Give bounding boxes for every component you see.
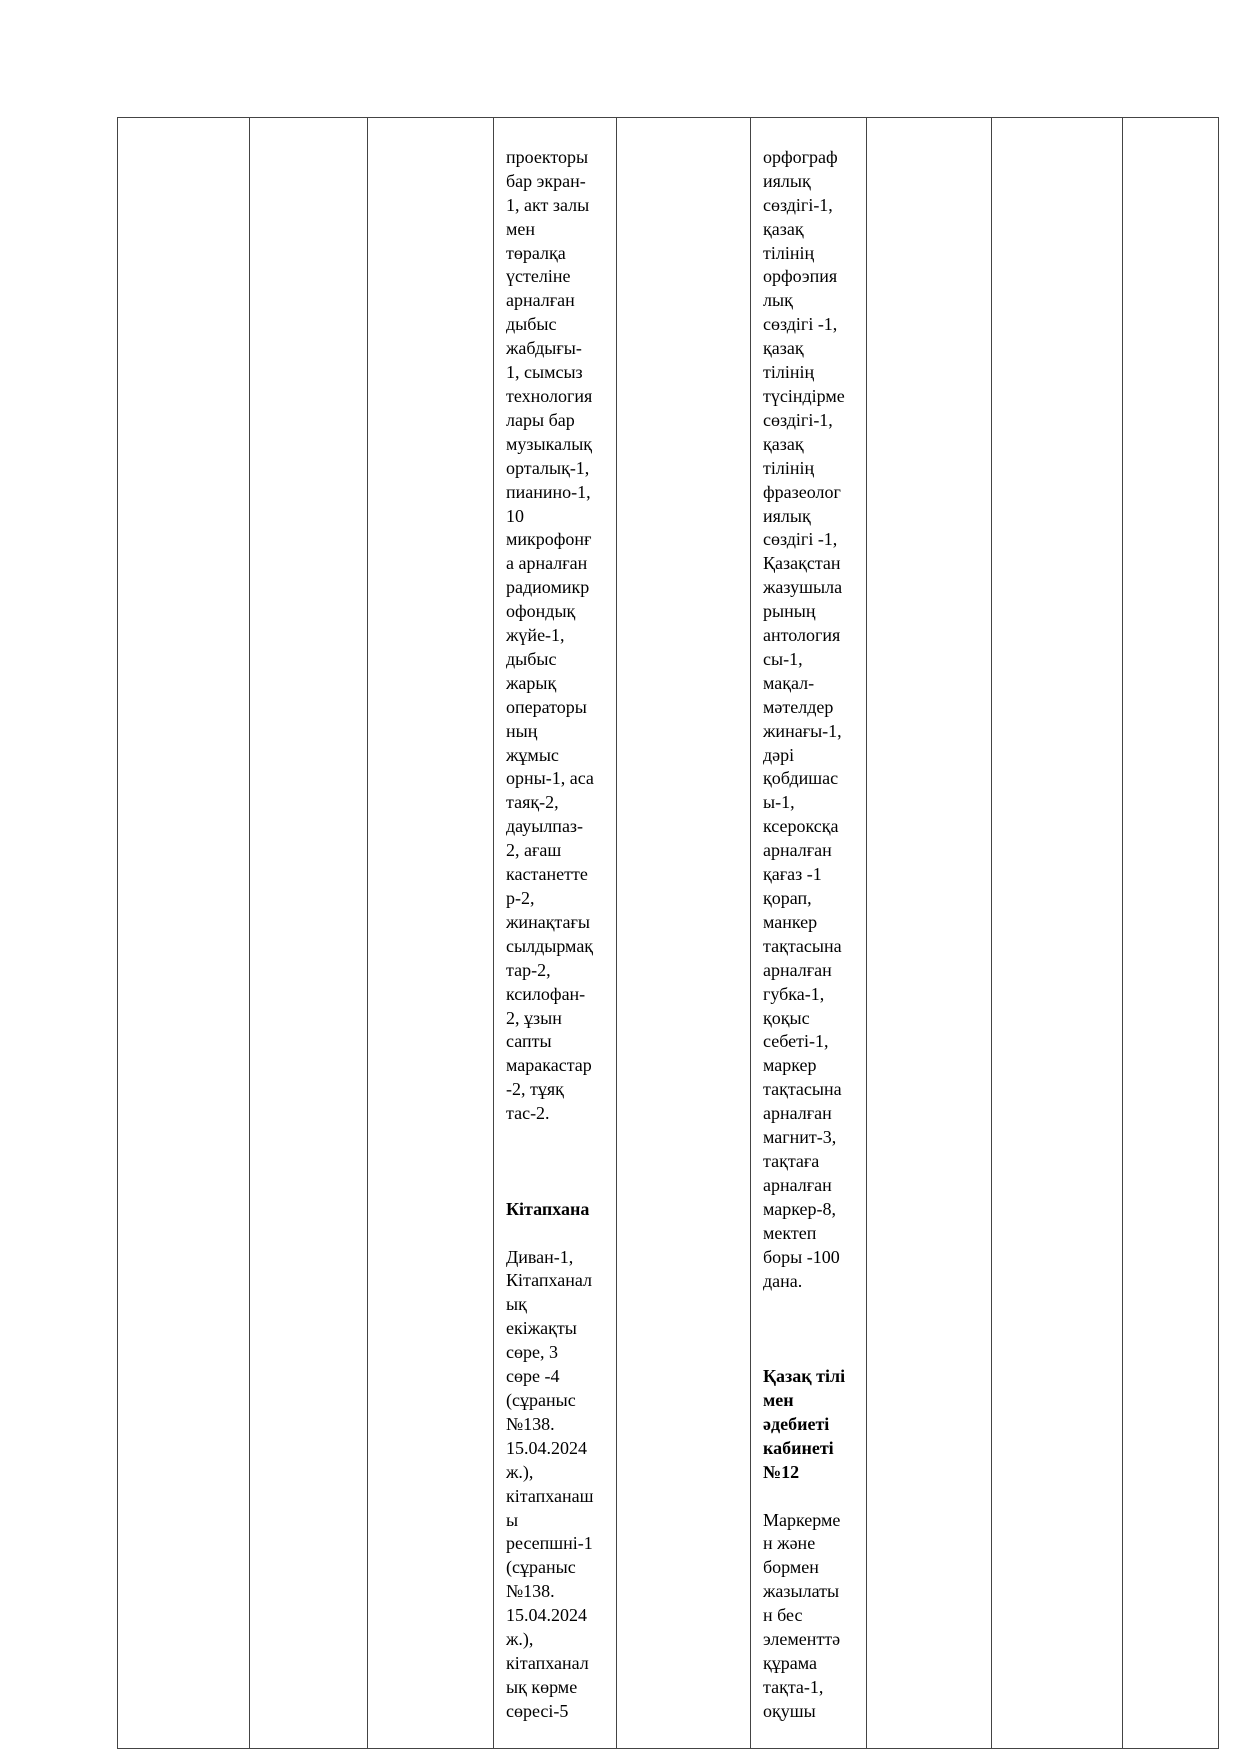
col4-library-text: Диван-1, Кітапханал ық екіжақты сөре, 3 сөре -4 (сұраныс №138. 15.04.2024 ж.), кітапханаш ы ресепшні-1 (сұраныс №138. 15.04.2024 ж.), кітапханал ық көрме сөресі-5 <box>506 1246 594 1721</box>
table-row <box>118 118 1219 1749</box>
table-cell-col7 <box>867 118 992 1749</box>
col4-equipment-text: проекторы бар экран- 1, акт залы мен төралқа үстеліне арналған дыбыс жабдығы- 1, сымсыз технология лары бар музыкалық орталық-1, пианино-1, 10 микрофонғ а арналған радиомикр офондық жүйе-1, дыбыс жарық операторы ның жұмыс орны-1, аса таяқ-2, дауылпаз- 2, ағаш кастанетте р-2, жинақтағы сылдырмақ тар-2, ксилофан- 2, ұзын сапты маракастар -2, тұяқ тас-2. <box>506 146 594 1124</box>
table-cell-col4 <box>494 118 617 1749</box>
table-cell-col5 <box>617 118 751 1749</box>
table-cell-col3 <box>368 118 494 1749</box>
table-cell-col9 <box>1123 118 1219 1749</box>
table-cell-col2 <box>250 118 368 1749</box>
equipment-table <box>117 117 1219 1749</box>
table-cell-col6 <box>751 118 867 1749</box>
table-cell-col1 <box>118 118 250 1749</box>
col6-cabinet-text: Маркерме н және бормен жазылаты н бес элементтә құрама тақта-1, оқушы <box>763 1509 841 1721</box>
col6-equipment-text: орфограф иялық сөздігі-1, қазақ тілінің орфоэпия лық сөздігі -1, қазақ тілінің түсіндірме сөздігі-1, қазақ тілінің фразеолог иялық сөздігі -1, Қазақстан жазушыла рының антология сы-1, мақал- мәтелдер жинағы-1, дәрі қобдишас ы-1, ксероксқа арналған қағаз -1 қорап, манкер тақтасына арналған губка-1, қоқыс себеті-1, маркер тақтасына арналған магнит-3, тақтаға арналған маркер-8, мектеп боры -100 дана. <box>763 146 845 1291</box>
table-cell-col8 <box>992 118 1123 1749</box>
col4-section-heading: Кітапхана <box>506 1198 590 1219</box>
col6-section-heading: Қазақ тілі мен әдебиеті кабинеті №12 <box>763 1366 846 1482</box>
